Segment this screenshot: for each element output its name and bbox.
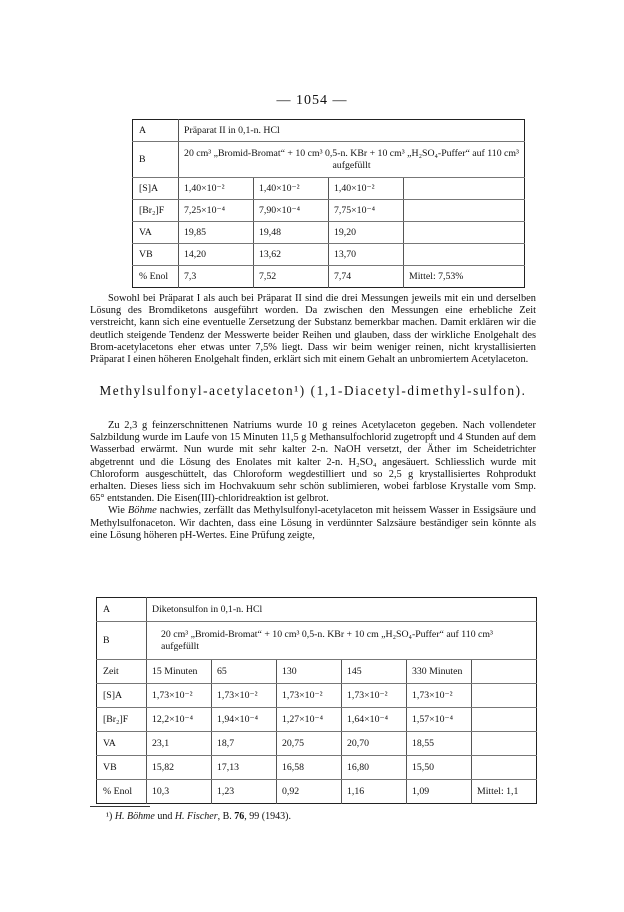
table-cell: 1,23 (212, 780, 277, 804)
table1-row-b-label: B (133, 142, 179, 178)
row-label: Zeit (97, 660, 147, 684)
table-row (97, 780, 537, 804)
table-cell: 19,85 (179, 222, 254, 244)
table-cell: 17,13 (212, 756, 277, 780)
row-label: % Enol (97, 780, 147, 804)
table-row (97, 732, 537, 756)
table-row (97, 708, 537, 732)
table-cell: 1,16 (342, 780, 407, 804)
table2-row-a-label: A (97, 598, 147, 622)
table-cell (404, 244, 525, 266)
measurement-table-1 (132, 119, 525, 288)
footnote-journal: , B. (217, 811, 235, 822)
footnote-and: und (154, 811, 175, 822)
footnote-author-1: H. Böhme (114, 811, 155, 822)
table-cell (472, 756, 537, 780)
paragraph-discussion: Sowohl bei Präparat I als auch bei Präparat II sind die drei Messungen jeweils mit ein und derselben Lösung des Bromdiketons ausgeführt worden. Da zwischen den Messungen eine erhebliche Zeit verstreicht, kann sich eine eventuelle Zersetzung der Substanz bemerkbar machen. Damit erklären wir die deutlich steigende Tendenz der Messwerte beider Reihen und glauben, dass der wirkliche Enolgehalt des Brom-acetylacetons eher etwas unter 7,5% liegt. Dass wir beim weniger reinen, nicht krystallisierten Präparat I einen höheren Enolgehalt finden, erklärt sich mit einem Gehalt an unbromiertem Acetylaceton. (90, 293, 536, 366)
table-cell: 1,40×10⁻² (179, 178, 254, 200)
table-cell: 7,3 (179, 266, 254, 288)
table-cell: 1,57×10⁻⁴ (407, 708, 472, 732)
table1-row-a-label: A (133, 120, 179, 142)
paragraph-stability-prefix: Wie (108, 505, 128, 517)
footnote-marker: ¹) (106, 811, 113, 822)
row-label: VB (97, 756, 147, 780)
table-cell: 330 Minuten (407, 660, 472, 684)
table-cell (472, 708, 537, 732)
table-cell: 15 Minuten (147, 660, 212, 684)
table-cell: 13,62 (254, 244, 329, 266)
footnote-divider (90, 806, 150, 807)
table-cell: 130 (277, 660, 342, 684)
table-cell: 1,73×10⁻² (407, 684, 472, 708)
table-row (97, 684, 537, 708)
table-cell: 1,64×10⁻⁴ (342, 708, 407, 732)
table2-row-a-value: Diketonsulfon in 0,1-n. HCl (147, 598, 537, 622)
row-label: [S]A (97, 684, 147, 708)
table-cell: 1,73×10⁻² (277, 684, 342, 708)
table-cell: 65 (212, 660, 277, 684)
table2-row-b-value: 20 cm³ „Bromid-Bromat“ + 10 cm³ 0,5-n. KBr + 10 cm „H₂SO₄-Puffer“ auf 110 cm³ aufgefüllt (147, 622, 537, 660)
table-cell: 18,7 (212, 732, 277, 756)
table-cell: Mittel: 1,1 (477, 785, 519, 797)
table-cell: 1,94×10⁻⁴ (212, 708, 277, 732)
footnote (106, 811, 291, 822)
table-cell: 20,75 (277, 732, 342, 756)
table-cell: 19,48 (254, 222, 329, 244)
table-cell: 12,2×10⁻⁴ (147, 708, 212, 732)
row-label: VA (133, 222, 179, 244)
paragraph-stability-text: nachwies, zerfällt das Methylsulfonyl-acetylaceton mit heissem Wasser in Essigsäure und Methylsulfonaceton. Wir dachten, dass eine Lösung in verdünnter Salzsäure beständiger sein könnte als eine Lösung höheren pH-Wertes. Eine Prüfung zeigte, (90, 505, 536, 541)
measurement-table-2 (96, 597, 537, 804)
table-cell: 20,70 (342, 732, 407, 756)
table-row (97, 660, 537, 684)
table-cell (472, 732, 537, 756)
table-cell: 1,73×10⁻² (147, 684, 212, 708)
author-name: Böhme (127, 505, 157, 517)
table-row (133, 266, 525, 288)
row-label: [Br₂]F (97, 708, 147, 732)
table-cell: 7,52 (254, 266, 329, 288)
table-cell: 145 (342, 660, 407, 684)
table-cell (404, 200, 525, 222)
table-cell: 15,82 (147, 756, 212, 780)
table-cell: 23,1 (147, 732, 212, 756)
paragraph-synthesis (90, 420, 536, 542)
table-cell: 1,73×10⁻² (342, 684, 407, 708)
page-number: — 1054 — (276, 93, 348, 108)
table-cell (472, 684, 537, 708)
table-cell: 7,75×10⁻⁴ (329, 200, 404, 222)
table-cell (404, 178, 525, 200)
table-cell: 10,3 (147, 780, 212, 804)
table-row (133, 244, 525, 266)
table-cell: 7,25×10⁻⁴ (179, 200, 254, 222)
table-cell: 1,40×10⁻² (254, 178, 329, 200)
table-cell: 1,40×10⁻² (329, 178, 404, 200)
table-cell: 7,74 (329, 266, 404, 288)
table-cell: 14,20 (179, 244, 254, 266)
table-row (97, 756, 537, 780)
footnote-rest: , 99 (1943). (244, 811, 291, 822)
table-row (133, 222, 525, 244)
table-cell: 15,50 (407, 756, 472, 780)
table-cell: 1,27×10⁻⁴ (277, 708, 342, 732)
row-label: VA (97, 732, 147, 756)
paragraph-synthesis-text: Zu 2,3 g feinzerschnittenen Natriums wurde 10 g reines Acetylaceton gegeben. Nach vollendeter Salzbildung wurde im Laufe von 15 Minuten 11,5 g Methansulfochlorid zugetropft und 4 Stunden auf dem Wasserbad erwärmt. Nun wurde mit sehr kalter 2-n. NaOH versetzt, der Äther im Scheidetrichter abgetrennt und die Lösung des Enolates mit kalter 2-n. H₂SO₄ angesäuert. Schliesslich wurde mit Chloroform ausgeschüttelt, das Chloroform wegdestilliert und so 2,5 g krystallisiertes Rohprodukt erhalten. Dieses liess sich im Hochvakuum sehr schön sublimieren, wobei farblose Krystalle vom Smp. 65° entstanden. Die Eisen(III)-chloridreaktion ist gelbrot. (90, 420, 536, 505)
row-label: % Enol (133, 266, 179, 288)
table-cell: 1,09 (407, 780, 472, 804)
table-row (133, 178, 525, 200)
table1-row-a-value: Präparat II in 0,1-n. HCl (179, 120, 525, 142)
table-cell: 7,90×10⁻⁴ (254, 200, 329, 222)
table-cell: 18,55 (407, 732, 472, 756)
table-cell: 13,70 (329, 244, 404, 266)
section-heading: Methylsulfonyl-acetylaceton¹) (1,1-Diacetyl-dimethyl-sulfon). (99, 383, 527, 398)
row-label: [Br₂]F (133, 200, 179, 222)
footnote-author-2: H. Fischer (174, 811, 218, 822)
row-label: [S]A (133, 178, 179, 200)
table-cell: 16,58 (277, 756, 342, 780)
table2-row-b-label: B (97, 622, 147, 660)
table-cell: 1,73×10⁻² (212, 684, 277, 708)
table-cell (472, 660, 537, 684)
table1-row-b-value: 20 cm³ „Bromid-Bromat“ + 10 cm³ 0,5-n. KBr + 10 cm³ „H₂SO₄-Puffer“ auf 110 cm³ aufgefüllt (179, 142, 525, 178)
footnote-volume: 76 (234, 811, 245, 822)
table-cell (404, 222, 525, 244)
table-row (133, 200, 525, 222)
table-cell: 16,80 (342, 756, 407, 780)
paragraph-stability (90, 505, 536, 542)
row-label: VB (133, 244, 179, 266)
table-cell: 19,20 (329, 222, 404, 244)
table-cell: Mittel: 7,53% (409, 270, 464, 282)
table-cell: 0,92 (277, 780, 342, 804)
